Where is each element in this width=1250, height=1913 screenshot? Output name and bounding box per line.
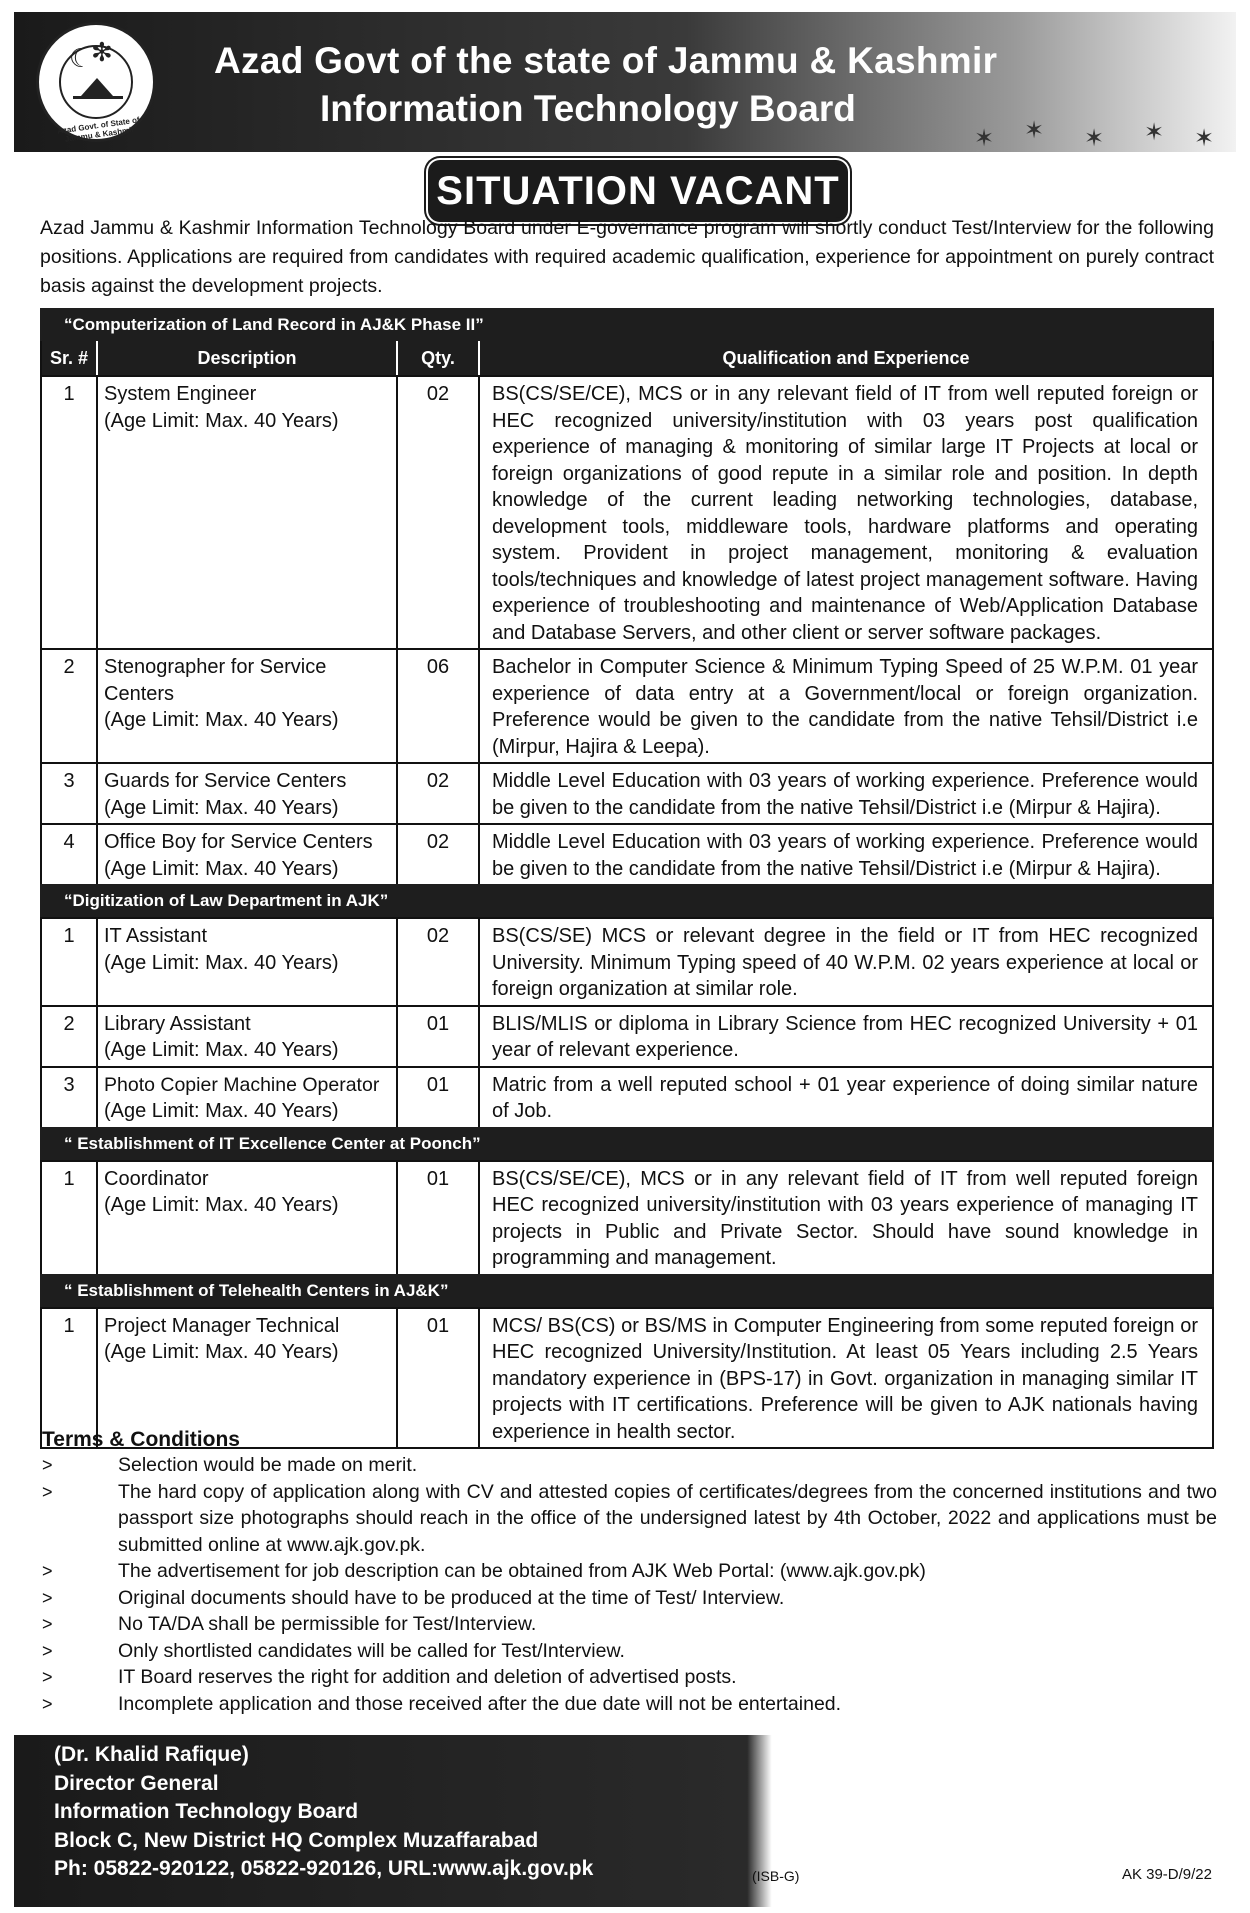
col-header-qualification: Qualification and Experience xyxy=(722,348,970,368)
maple-leaf-icon: ✶ xyxy=(1084,125,1105,152)
cell-sr: 2 xyxy=(42,650,98,762)
col-header-qty: Qty. xyxy=(398,341,480,375)
table-row xyxy=(40,648,1214,762)
position-title: Guards for Service Centers xyxy=(104,770,347,792)
col-header-description: Description xyxy=(98,341,398,375)
col-header-sr: Sr. # xyxy=(42,341,98,375)
table-row xyxy=(40,1066,1214,1127)
table-row xyxy=(40,762,1214,823)
term-text: Incomplete application and those received after the due date will not be entertained. xyxy=(118,1692,842,1715)
list-item xyxy=(42,1611,1217,1638)
signatory-designation: Director General xyxy=(54,1771,219,1795)
cell-qualification: BS(CS/SE/CE), MCS or in any relevant field of IT from well reputed foreign or HEC recognized university/institution with 03 years post qualification experience of managing & monitoring of similar large IT Projects at local or foreign organizations of good repute in a similar role and position. In depth knowledge of the current leading networking technologies, database, development tools, middleware tools, hardware platforms and operating system. Provident in project management, monitoring & evaluation tools/techniques and knowledge of latest project management software. Having experience of troubleshooting and maintenance of Web/Application Database and Database Servers, and other client or server software packages. xyxy=(492,383,1198,644)
cell-qualification: MCS/ BS(CS) or BS/MS in Computer Engineering from some reputed foreign or HEC recognized University/Institution. At least 05 Years including 2.5 Years mandatory experience in (BPS-17) in Govt. organization in managing similar IT projects with IT certifications. Preference will be given to AJK nationals having experience in health sector. xyxy=(492,1314,1198,1443)
term-text: Original documents should have to be produced at the time of Test/ Interview. xyxy=(118,1586,785,1609)
terms-title: Terms & Conditions xyxy=(42,1428,240,1451)
cell-description xyxy=(98,377,398,648)
header-title-line1: Azad Govt of the state of Jammu & Kashmir xyxy=(214,40,998,81)
position-title: Project Manager Technical xyxy=(104,1314,340,1337)
cell-description xyxy=(98,650,398,762)
banner-text: SITUATION VACANT xyxy=(436,169,840,213)
cell-sr: 3 xyxy=(42,764,98,823)
cell-sr: 4 xyxy=(42,825,98,884)
arrow-icon: > xyxy=(42,1455,53,1475)
table-row xyxy=(40,1160,1214,1274)
cell-sr: 1 xyxy=(42,919,98,1005)
list-item xyxy=(42,1691,1217,1718)
cell-sr: 1 xyxy=(42,377,98,648)
cell-description xyxy=(98,1309,398,1448)
arrow-icon: > xyxy=(42,1667,53,1687)
list-item xyxy=(42,1479,1217,1559)
arrow-icon: > xyxy=(42,1481,53,1502)
table-row xyxy=(40,823,1214,884)
cell-qty: 02 xyxy=(398,825,480,884)
list-item xyxy=(42,1558,1217,1585)
terms-list xyxy=(42,1452,1217,1717)
table-row xyxy=(40,1005,1214,1066)
age-limit: (Age Limit: Max. 40 Years) xyxy=(104,857,339,880)
term-text: Only shortlisted candidates will be called for Test/Interview. xyxy=(118,1639,625,1662)
cell-description xyxy=(98,1068,398,1127)
cell-qty: 01 xyxy=(398,1007,480,1066)
cell-qualification: Middle Level Education with 03 years of working experience. Preference would be given to the candidate from the native Tehsil/District i.e (Mirpur & Hajira). xyxy=(492,831,1198,880)
cell-qualification: BS(CS/SE/CE), MCS or in any relevant field of IT from well reputed foreign HEC recognized university/institution with 03 years experience of managing IT projects in Public and Private Sector. Should have sound knowledge in programming and management. xyxy=(492,1167,1198,1269)
cell-qualification: BS(CS/SE) MCS or relevant degree in the field or IT from HEC recognized University. Minimum Typing speed of 40 W.P.M. 02 years experience at local or foreign organization at similar role. xyxy=(492,925,1198,1000)
cell-sr: 3 xyxy=(42,1068,98,1127)
section-title: “Computerization of Land Record in AJ&K Phase II” xyxy=(40,308,1214,341)
cell-description xyxy=(98,1007,398,1066)
situation-vacant-banner xyxy=(428,160,848,222)
age-limit: (Age Limit: Max. 40 Years) xyxy=(104,951,339,974)
table-header xyxy=(40,341,1214,375)
term-text: IT Board reserves the right for addition and deletion of advertised posts. xyxy=(118,1666,737,1688)
table-row xyxy=(40,375,1214,648)
maple-leaf-icon: ✻ xyxy=(91,37,113,67)
govt-seal-icon xyxy=(36,22,156,142)
age-limit: (Age Limit: Max. 40 Years) xyxy=(104,1100,339,1122)
intro-paragraph: Azad Jammu & Kashmir Information Technology Board under E-governance program will shortly conduct Test/Interview for the following positions. Applications are required from candidates with required academic qualification, experience for appointment on purely contract basis against the development projects. xyxy=(40,217,1214,297)
age-limit: (Age Limit: Max. 40 Years) xyxy=(104,1194,339,1216)
mountain-icon xyxy=(73,79,123,99)
isb-code: (ISB-G) xyxy=(752,1868,800,1884)
signatory-address: Block C, New District HQ Complex Muzaffarabad xyxy=(54,1828,539,1852)
cell-qty: 02 xyxy=(398,919,480,1005)
position-title: Stenographer for Service Centers xyxy=(104,656,327,705)
age-limit: (Age Limit: Max. 40 Years) xyxy=(104,1341,339,1363)
cell-sr: 2 xyxy=(42,1007,98,1066)
cell-qty: 02 xyxy=(398,764,480,823)
section-title: “ Establishment of Telehealth Centers in AJ&K” xyxy=(40,1274,1214,1307)
cell-qty: 01 xyxy=(398,1162,480,1274)
cell-qualification: Matric from a well reputed school + 01 year experience of doing similar nature of Job. xyxy=(492,1073,1198,1122)
age-limit: (Age Limit: Max. 40 Years) xyxy=(104,1039,339,1061)
term-text: Selection would be made on merit. xyxy=(118,1454,418,1476)
cell-qty: 01 xyxy=(398,1309,480,1448)
maple-leaf-icon: ✶ xyxy=(1194,125,1215,152)
cell-description xyxy=(98,919,398,1005)
reference-code: AK 39-D/9/22 xyxy=(1121,1866,1212,1883)
position-title: Photo Copier Machine Operator xyxy=(104,1073,380,1096)
cell-description xyxy=(98,1162,398,1274)
header-band xyxy=(14,12,1236,152)
term-text: The hard copy of application along with CV and attested copies of certificates/degrees from the concerned institutions and two passport size photographs should reach in the office of the undersigned latest by 4th October, 2022 and applications must be submitted online at www.ajk.gov.pk. xyxy=(118,1480,1217,1556)
arrow-icon: > xyxy=(42,1587,53,1608)
list-item xyxy=(42,1638,1217,1665)
list-item xyxy=(42,1664,1217,1691)
cell-qty: 02 xyxy=(398,377,480,648)
cell-qualification: Middle Level Education with 03 years of working experience. Preference would be given to the candidate from the native Tehsil/District i.e (Mirpur & Hajira). xyxy=(492,770,1198,819)
position-title: IT Assistant xyxy=(104,925,208,947)
cell-description xyxy=(98,825,398,884)
arrow-icon: > xyxy=(42,1640,53,1661)
term-text: No TA/DA shall be permissible for Test/Interview. xyxy=(118,1613,537,1635)
signatory-name: (Dr. Khalid Rafique) xyxy=(54,1743,249,1766)
position-title: Office Boy for Service Centers xyxy=(104,831,373,853)
cell-sr: 1 xyxy=(42,1309,98,1448)
cell-sr: 1 xyxy=(42,1162,98,1274)
cell-qty: 06 xyxy=(398,650,480,762)
section-title: “Digitization of Law Department in AJK” xyxy=(40,884,1214,917)
list-item xyxy=(42,1585,1217,1612)
crescent-icon: ☾ xyxy=(69,43,93,73)
arrow-icon: > xyxy=(42,1561,53,1581)
age-limit: (Age Limit: Max. 40 Years) xyxy=(104,409,339,432)
signature-block xyxy=(54,1741,593,1884)
cell-qty: 01 xyxy=(398,1068,480,1127)
position-title: System Engineer xyxy=(104,383,257,405)
header-title-line2: Information Technology Board xyxy=(320,88,856,129)
cell-qualification: BLIS/MLIS or diploma in Library Science from HEC recognized University + 01 year of relevant experience. xyxy=(492,1012,1198,1061)
term-text: The advertisement for job description can be obtained from AJK Web Portal: (www.ajk.gov.pk) xyxy=(118,1560,926,1582)
arrow-icon: > xyxy=(42,1614,53,1634)
footer-band xyxy=(14,1735,1236,1907)
section-title: “ Establishment of IT Excellence Center at Poonch” xyxy=(40,1127,1214,1160)
arrow-icon: > xyxy=(42,1693,53,1714)
positions-table xyxy=(40,308,1214,1449)
position-title: Library Assistant xyxy=(104,1012,251,1035)
seal-text: Azad Govt. of State of Jammu & Kashmir xyxy=(56,115,141,144)
maple-leaf-icon: ✶ xyxy=(1144,119,1165,146)
list-item xyxy=(42,1452,1217,1479)
signatory-contact: Ph: 05822-920122, 05822-920126, URL:www.ajk.gov.pk xyxy=(54,1857,594,1880)
position-title: Coordinator xyxy=(104,1167,209,1190)
maple-leaf-icon: ✶ xyxy=(1024,117,1045,144)
maple-leaf-icon: ✶ xyxy=(974,125,995,152)
table-row xyxy=(40,917,1214,1005)
cell-qualification: Bachelor in Computer Science & Minimum Typing Speed of 25 W.P.M. 01 year experience of data entry at a Government/local or foreign organization. Preference would be given to the candidate from the native Tehsil/District i.e (Mirpur, Hajira & Leepa). xyxy=(492,656,1198,758)
age-limit: (Age Limit: Max. 40 Years) xyxy=(104,709,339,731)
signatory-office: Information Technology Board xyxy=(54,1800,359,1823)
age-limit: (Age Limit: Max. 40 Years) xyxy=(104,796,339,819)
cell-description xyxy=(98,764,398,823)
